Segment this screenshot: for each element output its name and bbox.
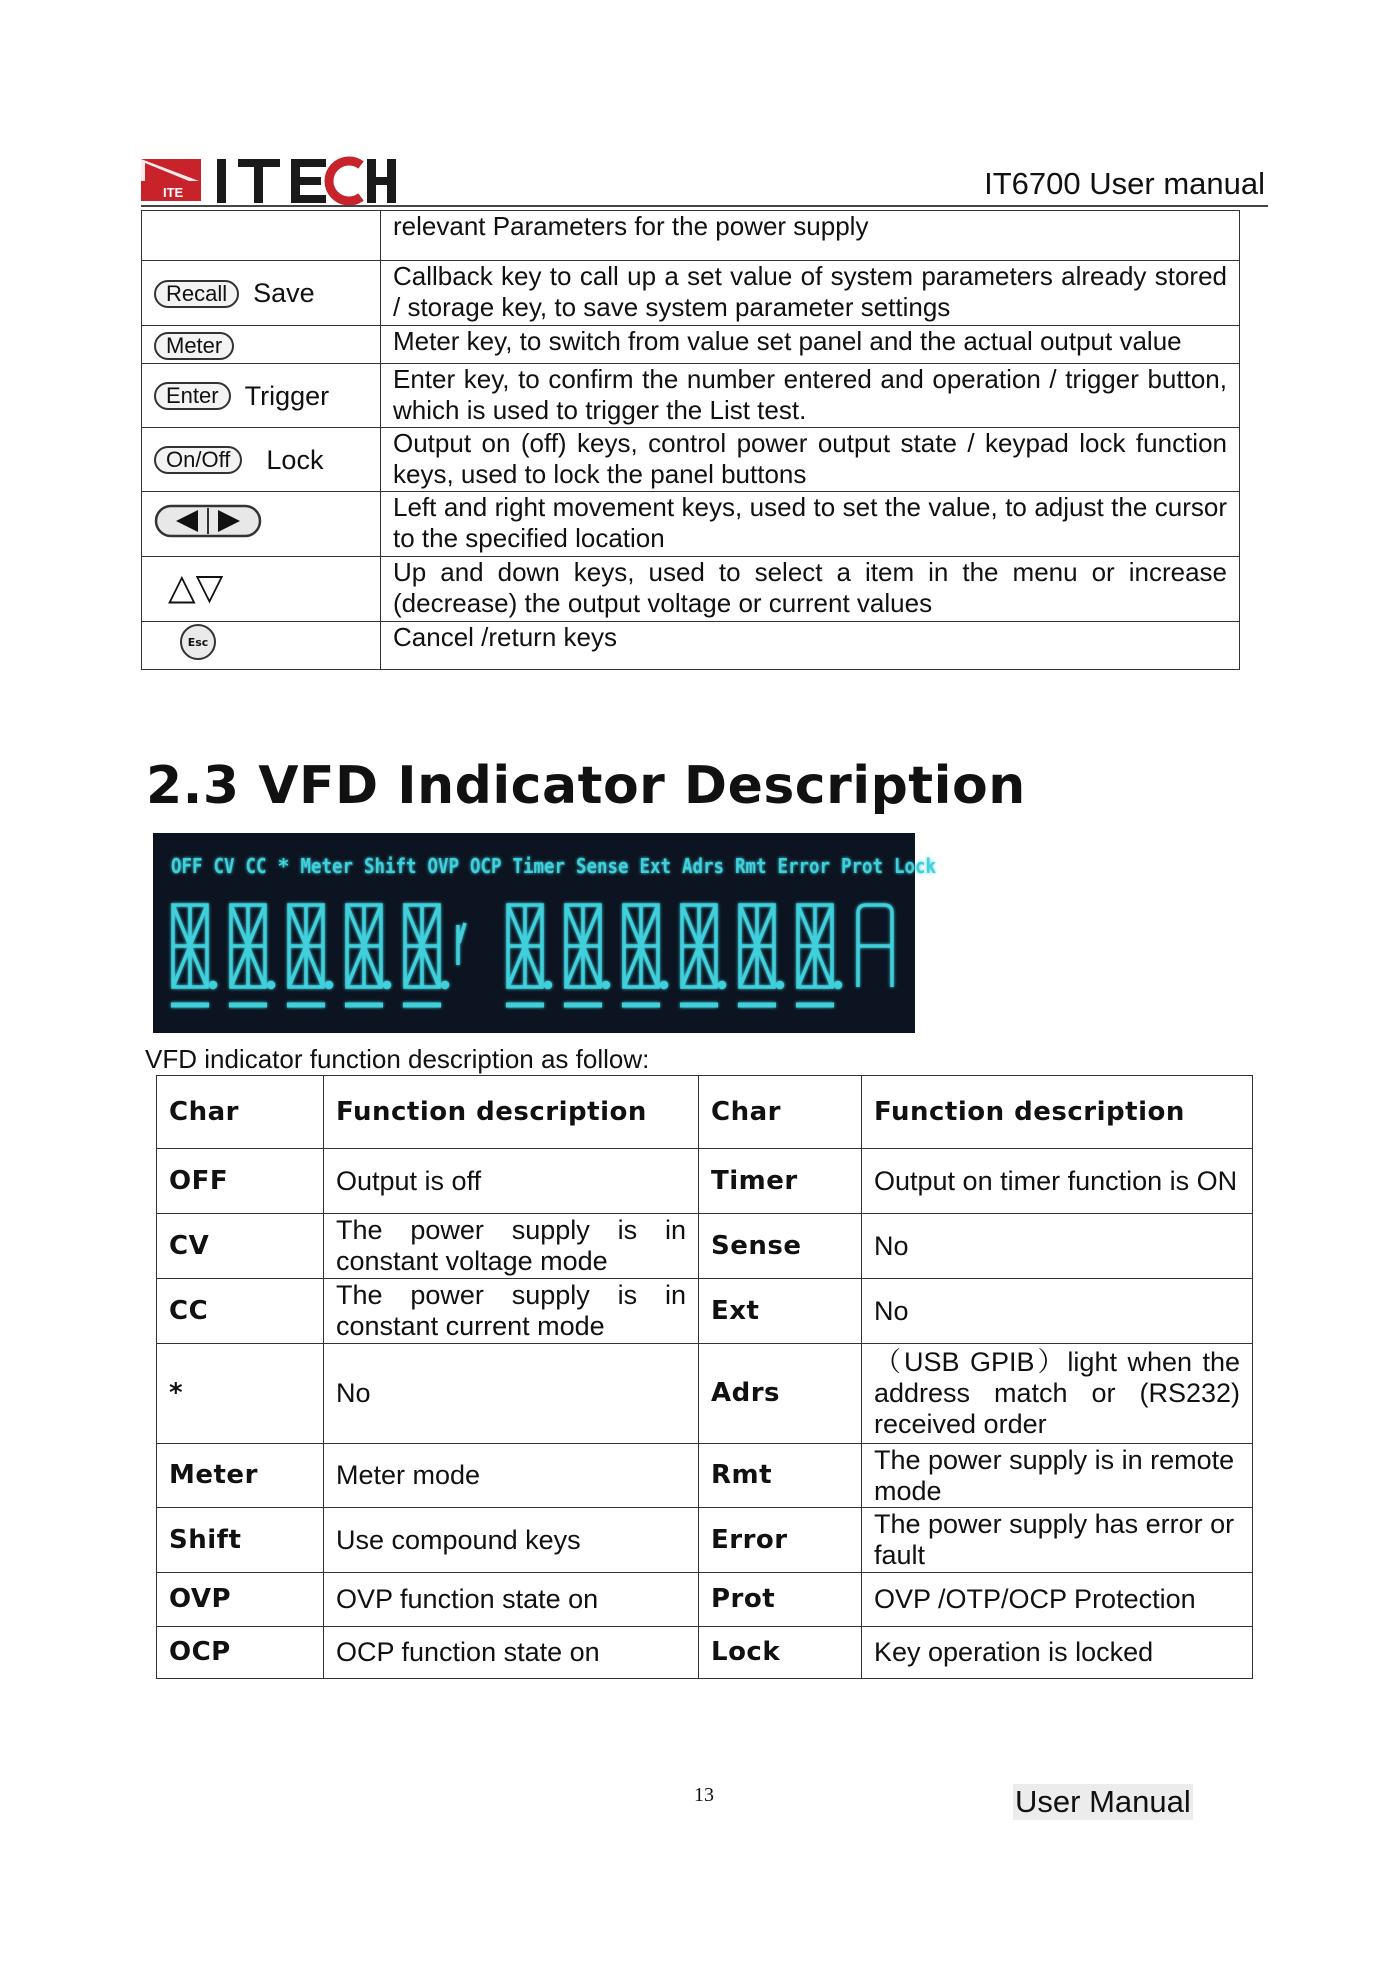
table-row — [142, 557, 1240, 622]
vfd-indicator-off: OFF — [171, 854, 203, 878]
table-row — [142, 364, 1240, 428]
function-cell: Meter mode — [324, 1444, 699, 1508]
doc-title: IT6700 User manual — [984, 166, 1265, 201]
meter-key: Meter — [154, 332, 234, 360]
table-row — [157, 1214, 1253, 1279]
vfd-indicator-cv: CV — [213, 854, 235, 878]
left-right-keys-icon — [154, 504, 262, 538]
table-row — [157, 1279, 1253, 1344]
page-number: 13 — [694, 1784, 714, 1806]
vfd-indicator-lock: Lock — [894, 854, 936, 878]
keys-table — [141, 210, 1240, 670]
on-off-key: On/Off — [154, 446, 242, 474]
vfd-caption: VFD indicator function description as follow: — [145, 1044, 650, 1074]
vfd-indicator-shift: Shift — [364, 854, 417, 878]
key-cell — [142, 211, 381, 261]
table-row — [157, 1508, 1253, 1573]
vfd-indicator-meter: Meter — [300, 854, 353, 878]
indicator-table — [156, 1075, 1253, 1679]
function-cell: The power supply has error or fault — [862, 1508, 1253, 1573]
char-cell: * — [157, 1344, 324, 1444]
char-cell: Rmt — [699, 1444, 862, 1508]
char-cell: Ext — [699, 1279, 862, 1344]
vfd-indicator-cc: CC — [245, 854, 267, 878]
key-cell — [142, 326, 381, 364]
char-cell: Error — [699, 1508, 862, 1573]
table-row — [157, 1573, 1253, 1627]
char-cell: Prot — [699, 1573, 862, 1627]
table-row — [157, 1344, 1253, 1444]
char-cell: Lock — [699, 1627, 862, 1679]
up-down-keys-icon: △▽ — [168, 567, 224, 608]
table-header-row — [157, 1076, 1253, 1149]
vfd-indicator-timer: Timer — [512, 854, 565, 878]
key-secondary-label: Save — [253, 278, 315, 309]
function-cell: Output on timer function is ON — [862, 1149, 1253, 1214]
key-cell — [142, 261, 381, 326]
table-row — [142, 622, 1240, 670]
column-header: Char — [699, 1076, 862, 1149]
table-row — [142, 428, 1240, 492]
key-secondary-label: Lock — [266, 444, 324, 475]
table-row — [142, 261, 1240, 326]
char-cell: CV — [157, 1214, 324, 1279]
vfd-indicator-error: Error — [777, 854, 830, 878]
svg-text:ITE: ITE — [163, 185, 184, 200]
key-cell — [142, 428, 381, 492]
char-cell: Adrs — [699, 1344, 862, 1444]
key-description: Meter key, to switch from value set panel and the actual output value — [381, 326, 1240, 364]
itech-logo — [141, 155, 406, 207]
key-description: Left and right movement keys, used to set the value, to adjust the cursor to the specified location — [381, 492, 1240, 557]
function-cell: Key operation is locked — [862, 1627, 1253, 1679]
table-row — [142, 211, 1240, 261]
column-header: Function description — [862, 1076, 1253, 1149]
function-cell: The power supply is in constant current mode — [324, 1279, 699, 1344]
key-description: Cancel /return keys — [381, 622, 1240, 670]
char-cell: OVP — [157, 1573, 324, 1627]
table-row — [157, 1444, 1253, 1508]
table-row — [142, 492, 1240, 557]
function-cell: No — [862, 1279, 1253, 1344]
table-row — [157, 1149, 1253, 1214]
key-cell — [142, 492, 381, 557]
vfd-display-image — [153, 833, 936, 1033]
function-cell: Use compound keys — [324, 1508, 699, 1573]
key-description: relevant Parameters for the power supply — [381, 211, 1240, 261]
vfd-indicator-rmt: Rmt — [735, 854, 767, 878]
vfd-indicator-adrs: Adrs — [682, 854, 724, 878]
function-cell: The power supply is in constant voltage mode — [324, 1214, 699, 1279]
section-heading: 2.3 VFD Indicator Description — [146, 756, 1026, 816]
function-cell: The power supply is in remote mode — [862, 1444, 1253, 1508]
key-secondary-label: Trigger — [244, 380, 330, 411]
column-header: Char — [157, 1076, 324, 1149]
function-cell: No — [324, 1344, 699, 1444]
key-description: Callback key to call up a set value of system parameters already stored / storage key, to save system parameter settings — [381, 261, 1240, 326]
key-cell — [142, 364, 381, 428]
esc-key-icon — [178, 622, 218, 662]
recall-key: Recall — [154, 280, 239, 308]
function-cell: OVP function state on — [324, 1573, 699, 1627]
char-cell: Timer — [699, 1149, 862, 1214]
vfd-indicator-sense: Sense — [576, 854, 629, 878]
function-cell: OVP /OTP/OCP Protection — [862, 1573, 1253, 1627]
function-cell: OCP function state on — [324, 1627, 699, 1679]
key-cell — [142, 622, 381, 670]
char-cell: Meter — [157, 1444, 324, 1508]
char-cell: Sense — [699, 1214, 862, 1279]
key-description: Enter key, to confirm the number entered and operation / trigger button, which is used to trigger the List test. — [381, 364, 1240, 428]
table-row — [157, 1627, 1253, 1679]
vfd-indicator-: * — [277, 854, 290, 878]
key-cell — [142, 557, 381, 622]
enter-key: Enter — [154, 382, 231, 410]
function-cell: No — [862, 1214, 1253, 1279]
char-cell: Shift — [157, 1508, 324, 1573]
char-cell: OCP — [157, 1627, 324, 1679]
key-description: Up and down keys, used to select a item in the menu or increase (decrease) the output voltage or current values — [381, 557, 1240, 622]
char-cell: CC — [157, 1279, 324, 1344]
vfd-indicator-ocp: OCP — [470, 854, 502, 878]
key-description: Output on (off) keys, control power output state / keypad lock function keys, used to lock the panel buttons — [381, 428, 1240, 492]
char-cell: OFF — [157, 1149, 324, 1214]
footer-label: User Manual — [1015, 1784, 1191, 1819]
vfd-indicator-ovp: OVP — [427, 854, 459, 878]
column-header: Function description — [324, 1076, 699, 1149]
svg-text:Esc: Esc — [187, 636, 209, 649]
vfd-indicator-ext: Ext — [639, 854, 671, 878]
table-row — [142, 326, 1240, 364]
function-cell: （USB GPIB）light when the address match or (RS232) received order — [862, 1344, 1253, 1444]
header-rule — [141, 205, 1268, 207]
vfd-indicator-prot: Prot — [841, 854, 883, 878]
function-cell: Output is off — [324, 1149, 699, 1214]
